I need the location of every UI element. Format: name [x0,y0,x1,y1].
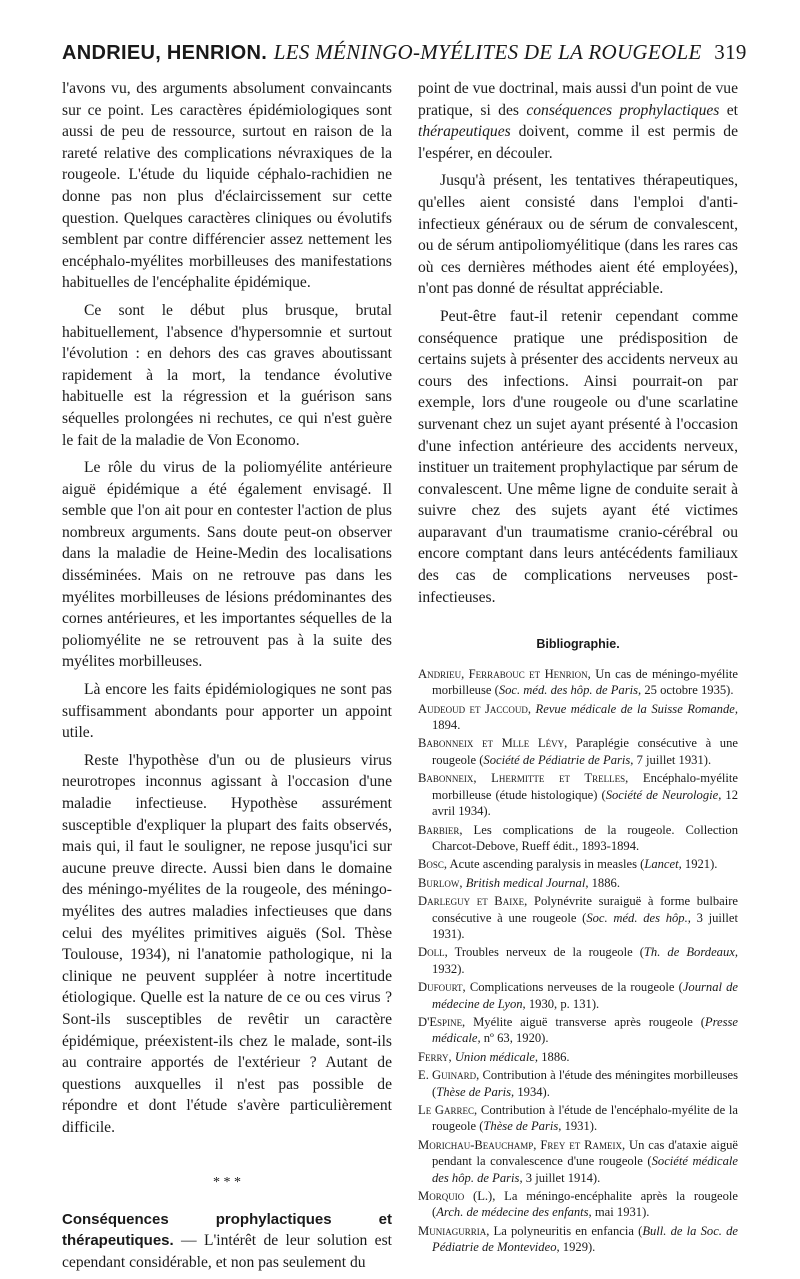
bibliography-tail: mai 1931). [591,1205,650,1220]
bibliography-entry [418,822,738,855]
bibliography-entry [418,944,738,977]
bibliography-source: Th. de Bordeaux, [643,945,738,960]
bibliography-tail: 1921). [681,857,718,872]
bibliography-author: E. Guinard, [418,1068,480,1083]
bibliography-text: Acute ascending paralysis in measles ( [447,857,645,872]
running-header [62,40,762,65]
bibliography-text: Paraplégie consécutive à une rougeole ( [432,736,738,767]
bibliography-text: La polyneuritis en enfancia ( [489,1223,643,1238]
bibliography-author: Dufourt, [418,980,466,995]
bibliography-entry [418,1188,738,1221]
paragraph: Là encore les faits épidémiologiques ne sont pas suffisamment abondants pour apporter un appoint utile. [62,681,392,742]
bibliography-source: Soc. méd. des hôp. de Paris, [498,683,642,698]
bibliography-tail: 1929). [559,1240,596,1255]
bibliography-text: Encéphalo-myélite morbilleuse (étude histologique) ( [432,771,738,802]
right-column [418,78,738,1258]
bibliography-entry [418,701,738,734]
section-separator: * * * [213,1174,241,1190]
bibliography-entry [418,979,738,1012]
bibliography-entry [418,875,738,891]
bibliography-tail: 25 octobre 1935). [641,683,734,698]
bibliography-author: Babonneix et Mlle Lévy, [418,736,568,751]
bibliography-tail: 1931). [561,1119,598,1134]
bibliography-source: Thèse de Paris, [483,1119,562,1134]
bibliography-tail: 1934). [514,1084,550,1099]
paragraph: Peut-être faut-il retenir cependant comme conséquence pratique une prédisposition de certains sujets à présenter des accidents nerveux au cours des infections. Ainsi pourrait-on par exemple, lors d'une rougeole ou d'une scarlatine survenant chez un sujet ayant présenté à l'occasion d'une infection antérieure des accidents nerveux, instituer un traitement prophylactique par sérum de convalescent. Une même ligne de conduite serait à suivre chez des sujets ayant été victimes auparavant d'un traumatisme cranio-cérébral ou encore comptant dans leurs antécédents familiaux des cas de complications nerveuses post-infectieuses. [418,307,738,606]
emphasis: thérapeutiques [418,123,511,141]
bibliography-author: Bosc, [418,857,448,872]
bibliography-source: British medical Journal, [465,875,589,890]
bibliography-author: Doll, [418,945,448,960]
bibliography-author: Morichau-Beauchamp, Frey et Rameix, [418,1137,626,1152]
paragraph: l'avons vu, des arguments absolument convaincants sur ce point. Les caractères épidémiologiques sont aussi de peu de ressource, surtout en raison de la rareté relative des complications névraxiques de la rougeole. L'étude du liquide céphalo-rachidien ne donne pas non plus d'éclaircissement sur cette question. Quelques caractères cliniques ou évolutifs semblent par contre différencier assez nettement les encéphalo-myélites morbilleuses des manifestations habituelles de l'encéphalite épidémique. [62,80,392,292]
bibliography-text: Les complications de la rougeole. Collection Charcot-Debove, Rueff édit., 1893-1894. [432,822,738,853]
bibliography-source: Bull. de la Soc. de Pédiatrie de Montevideo, [432,1223,738,1255]
bibliography-entry [418,1223,738,1256]
page-number: 319 [714,40,747,64]
bibliography-tail: 1886. [538,1049,570,1064]
bibliography-text: Un cas d'ataxie aiguë pendant la convalescence d'une rougeole ( [432,1137,739,1169]
bibliography-tail: 3 juillet 1914). [522,1170,601,1185]
header-authors: ANDRIEU, HENRION. [62,42,268,64]
bibliography-author: Burlow, [418,875,463,890]
emphasis: conséquences prophylactiques [526,101,720,119]
bibliography-source: Soc. méd. des hôp., [586,910,691,925]
section-paragraph [62,1209,392,1274]
text-run: point de vue doctrinal, mais aussi d'un point de vue pratique, si des [418,80,738,119]
text-run: et [719,101,738,119]
paragraph: Reste l'hypothèse d'un ou de plusieurs virus neurotropes inconnus agissant à l'occasion d'une maladie infectieuse. Hypothèse assurément susceptible d'expliquer la plupart des faits observés, mais qui, il faut le souligner, ne repose jusqu'ici sur aucune preuve directe. Aussi bien dans le domaine des méningo-myélites de la rougeole, des méningo-myélites des autres maladies infectieuses que dans celui des myélites primitives aiguës (Sol. Thèse Toulouse, 1934), ni l'anatomie pathologique, ni la clinique ne peuvent suppléer à notre incertitude étiologique. Quelle est la nature de ce ou ces virus ? Sont-ils susceptibles de revêtir un caractère épidémique, préexistent-ils chez le malade, sont-ils au contraire apportés de l'extérieur ? Autant de questions auxquelles il n'est pas possible de répondre et dont l'étude s'avère particulièrement difficile. [62,751,392,1136]
bibliography-source: Presse médicale, [432,1014,738,1046]
bibliography-entry [418,856,738,872]
section-heading: Conséquences prophylactiques et thérapeutiques. [62,1210,392,1250]
bibliography-author: Babonneix, Lhermitte et Trelles, [418,771,629,786]
bibliography-title: Bibliographie. [536,637,620,652]
bibliography-entry [418,666,738,699]
bibliography-entry [418,735,738,768]
bibliography-entry [418,893,738,942]
bibliography-tail: 1930, p. 131). [525,996,600,1011]
bibliography-text: Myélite aiguë transverse après rougeole ( [465,1014,705,1029]
bibliography-source: Société de Pédiatrie de Paris, [483,752,634,767]
bibliography-entry [418,1102,738,1135]
bibliography-source: Arch. de médecine des enfants, [436,1205,592,1220]
bibliography-tail: 12 avril 1934). [432,787,738,819]
left-column [62,78,392,1279]
paragraph: Ce sont le début plus brusque, brutal habituellement, l'absence d'hypersomnie et surtout l'évolution : en dehors des cas graves aboutissant rapidement à la mort, la tendance évolutive habituelle est la régression et la guérison sans séquelles prolongées ni rechutes, ce qui n'est guère le fait de la maladie de Von Economo. [62,301,392,449]
bibliography-source: Thèse de Paris, [436,1084,515,1099]
bibliography-text: La méningo-encéphalite après la rougeole ( [432,1189,738,1220]
paragraph: Jusqu'à présent, les tentatives thérapeutiques, qu'elles aient consisté dans l'emploi d'anti-infectieux généraux ou de sérum de convalescent, ou de sérum antipoliomyélitique (dans les rares cas où ces dernières méthodes aient été employées), n'ont pas donné de résultat appréciable. [418,172,738,298]
bibliography-author: Audeoud et Jaccoud, [418,701,532,716]
bibliography-author: D'Espine, [418,1014,466,1029]
bibliography-list [418,666,738,1256]
header-title: LES MÉNINGO-MYÉLITES DE LA ROUGEOLE [273,40,702,64]
bibliography-tail: 1932). [432,961,465,976]
bibliography-author: Muniagurria, [418,1223,490,1238]
bibliography-author: Andrieu, Ferrabouc et Henrion, [418,666,591,681]
section-text: — L'intérêt de leur solution est cependant considérable, et non pas seulement du [62,1232,392,1271]
bibliography-entry [418,1014,738,1047]
bibliography-entry [418,1137,738,1186]
bibliography-source: Société médicale des hôp. de Paris, [432,1154,738,1185]
bibliography-text: Troubles nerveux de la rougeole ( [447,945,644,960]
bibliography-source: Journal de médecine de Lyon, [432,980,739,1011]
bibliography-entry [418,770,738,819]
bibliography-entry [418,1049,738,1065]
bibliography-text: Contribution à l'étude de l'encéphalo-myélite de la rougeole ( [432,1103,738,1134]
bibliography-text: Polynévrite suraiguë à forme bulbaire consécutive à une rougeole ( [432,894,738,925]
bibliography-entry [418,1067,738,1100]
bibliography-source: Lancet, [644,857,682,872]
paragraph: Le rôle du virus de la poliomyélite antérieure aiguë épidémique a été également envisagé. Il semble que l'on ait pour en contester l'action de plus nombreux arguments. Sans doute peut-on observer dans la maladie de Heine-Medin des localisations disséminées. Mais on ne retrouve pas dans les myélites morbilleuses de lésions prédominantes des cornes antérieures, et les importantes séquelles de la poliomyélite ne se retrouvent pas à la suite des myélites morbilleuses. [62,459,392,671]
bibliography-tail: 1894. [432,718,461,733]
bibliography-tail: 1886. [588,875,620,890]
bibliography-author: Morquio (L.), [418,1189,496,1204]
bibliography-source: Revue médicale de la Suisse Romande, [535,701,738,716]
bibliography-tail: 7 juillet 1931). [633,752,712,767]
bibliography-text: Complications nerveuses de la rougeole ( [465,980,683,995]
text-run: doivent, comme il est permis de l'espérer, en découler. [418,123,738,162]
bibliography-author: Ferry, [418,1049,452,1064]
bibliography-tail: nº 63, 1920). [480,1031,549,1046]
bibliography-text: Contribution à l'étude des méningites morbilleuses ( [432,1068,738,1099]
paragraph [418,78,738,164]
bibliography-source: Société de Neurologie, [605,787,722,802]
bibliography-author: Barbier, [418,822,463,837]
bibliography-author: Le Garrec, [418,1103,478,1117]
bibliography-author: Darleguy et Baixe, [418,894,528,909]
bibliography-tail: 3 juillet 1931). [432,910,738,941]
bibliography-source: Union médicale, [454,1049,539,1064]
bibliography-text: Un cas de méningo-myélite morbilleuse ( [432,666,738,698]
